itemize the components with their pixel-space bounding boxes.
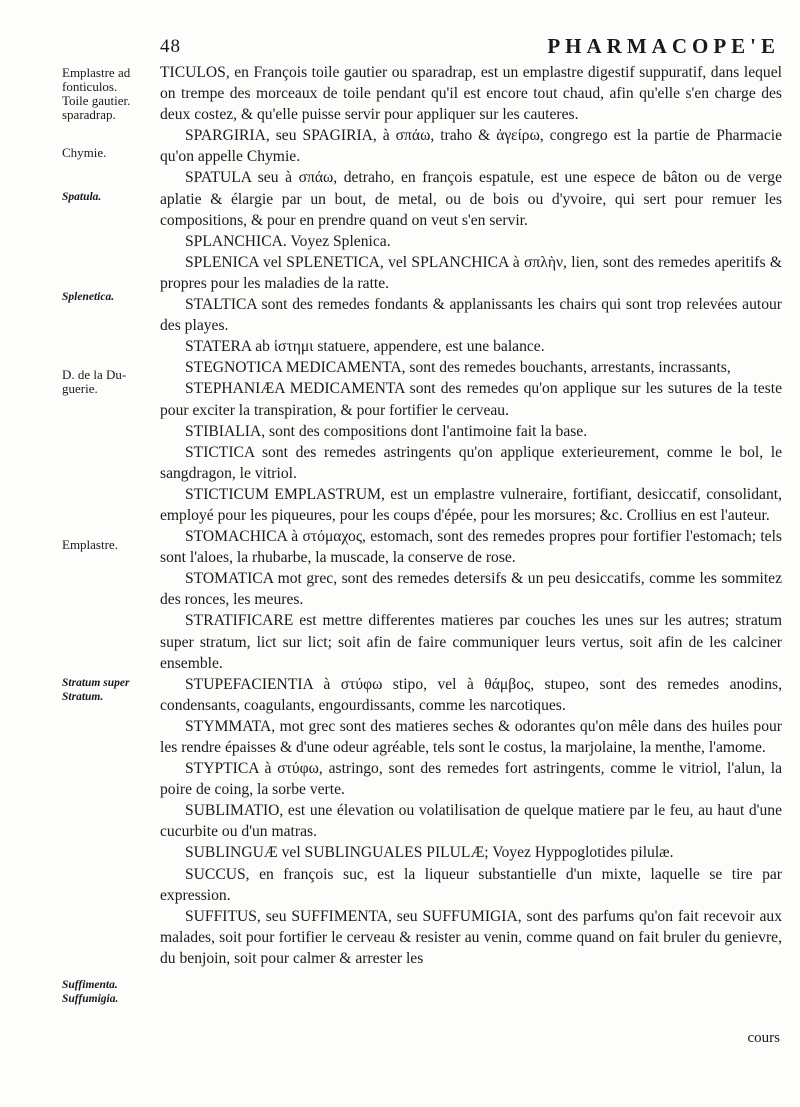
margin-note: Splenetica. (62, 291, 115, 303)
page-number: 48 (160, 36, 181, 57)
margin-note: Stratum super Stratum. (62, 677, 130, 703)
running-title: PHARMACOPE'E (547, 34, 780, 58)
margin-note: D. de la Du- guerie. (62, 367, 127, 396)
dictionary-entry: STALTICA sont des remedes fondants & applanissants les chairs qui sont trop relevées autour des playes. (160, 296, 782, 335)
dictionary-entry: SUBLIMATIO, est une élevation ou volatilisation de quelque matiere par le feu, au haut d'une cucurbite ou d'un matras. (160, 802, 782, 841)
dictionary-entry: SPLENICA vel SPLENETICA, vel SPLANCHICA à σπλὴν, lien, sont des remedes aperitifs & propres pour les maladies de la ratte. (160, 253, 782, 292)
dictionary-entry: SPATULA seu à σπάω, detraho, en françois espatule, est une espece de bâton ou de verge aplatie & élargie par un bout, de metal, ou de bois ou d'yvoire, qui sert pour remuer les compositions, & pour en prendre quand on veut s'en servir. (160, 169, 782, 229)
margin-note: Spatula. (62, 191, 102, 203)
dictionary-entry: STUPEFACIENTIA à στύφω stipo, vel à θάμβος, stupeo, sont des remedes anodins, condensants, coagulants, engourdissants, comme les narcotiques. (160, 675, 782, 714)
dictionary-entry: TICULOS, en François toile gautier ou sparadrap, est un emplastre digestif suppuratif, dans lequel on trempe des morceaux de toile pendant qu'il est encore tout chaud, afin qu'elle s'en charge des deux costez, & qu'elle puisse servir pour appliquer sur les cauteres. (160, 64, 782, 124)
dictionary-entry: STYMMATA, mot grec sont des matieres seches & odorantes qu'on mêle dans des huiles pour les rendre épaisses & d'une odeur agréable, tels sont le costus, la marjolaine, la menthe, l'amome. (160, 717, 782, 756)
dictionary-entry: STIBIALIA, sont des compositions dont l'antimoine fait la base. (185, 422, 588, 440)
dictionary-entry: STICTICUM EMPLASTRUM, est un emplastre vulneraire, fortifiant, desiccatif, consolidant, employé pour les piqueures, pour les coups d'épée, pour les morsures; &c. Crollius en est l'auteur. (160, 485, 782, 524)
margin-note: Emplastre. (62, 537, 118, 552)
dictionary-entry: STOMACHICA à στόμαχος, estomach, sont des remedes propres pour fortifier l'estomach; tels sont l'aloes, la rhubarbe, la muscade, la conserve de rose. (160, 528, 782, 567)
margin-note: Chymie. (62, 145, 107, 160)
dictionary-entry: STICTICA sont des remedes astringents qu'on applique exterieurement, comme le bol, le sangdragon, le vitriol. (160, 443, 782, 482)
margin-note: Emplastre ad fonticulos. Toile gautier. sparadrap. (62, 65, 131, 122)
dictionary-entry: SPARGIRIA, seu SPAGIRIA, à σπάω, traho & ἀγείρω, congrego est la partie de Pharmacie qu'on appelle Chymie. (160, 127, 782, 166)
dictionary-entry: STYPTICA à στύφω, astringo, sont des remedes fort astringents, comme le vitriol, l'alun, la poire de coing, la sorbe verte. (160, 760, 782, 799)
dictionary-entry: STEGNOTICA MEDICAMENTA, sont des remedes bouchants, arrestants, incrassants, (185, 359, 731, 377)
dictionary-entry: SUFFITUS, seu SUFFIMENTA, seu SUFFUMIGIA, sont des parfums qu'on fait recevoir aux malades, soit pour fortifier le cerveau & resister au venin, comme quand on fait bruler du genievre, du benjoin, soit pour calmer & arrester les (160, 907, 782, 967)
dictionary-entry: STATERA ab ἱστημι statuere, appendere, est une balance. (185, 338, 545, 356)
dictionary-entry: SPLANCHICA. Voyez Splenica. (185, 232, 391, 250)
body-text (160, 62, 782, 969)
dictionary-entry: STRATIFICARE est mettre differentes matieres par couches les unes sur les autres; stratum super stratum, lict sur lict; soit afin de faire communiquer leurs vertus, soit afin de les calciner ensemble. (160, 612, 782, 672)
catchword: cours (747, 1030, 780, 1046)
dictionary-entry: STOMATICA mot grec, sont des remedes detersifs & un peu desiccatifs, comme les sommitez des ronces, les meures. (160, 570, 782, 609)
margin-notes (0, 0, 160, 1107)
dictionary-entry: SUBLINGUÆ vel SUBLINGUALES PILULÆ; Voyez Hyppoglotides pilulæ. (185, 844, 674, 862)
dictionary-entry: SUCCUS, en françois suc, est la liqueur substantielle d'un mixte, laquelle se tire par expression. (160, 865, 782, 904)
margin-note: Suffimenta. Suffumigia. (62, 979, 119, 1005)
page-header (160, 32, 780, 62)
dictionary-entry: STEPHANIÆA MEDICAMENTA sont des remedes qu'on applique sur les sutures de la teste pour exciter la transpiration, & pour fortifier le cerveau. (160, 380, 782, 419)
